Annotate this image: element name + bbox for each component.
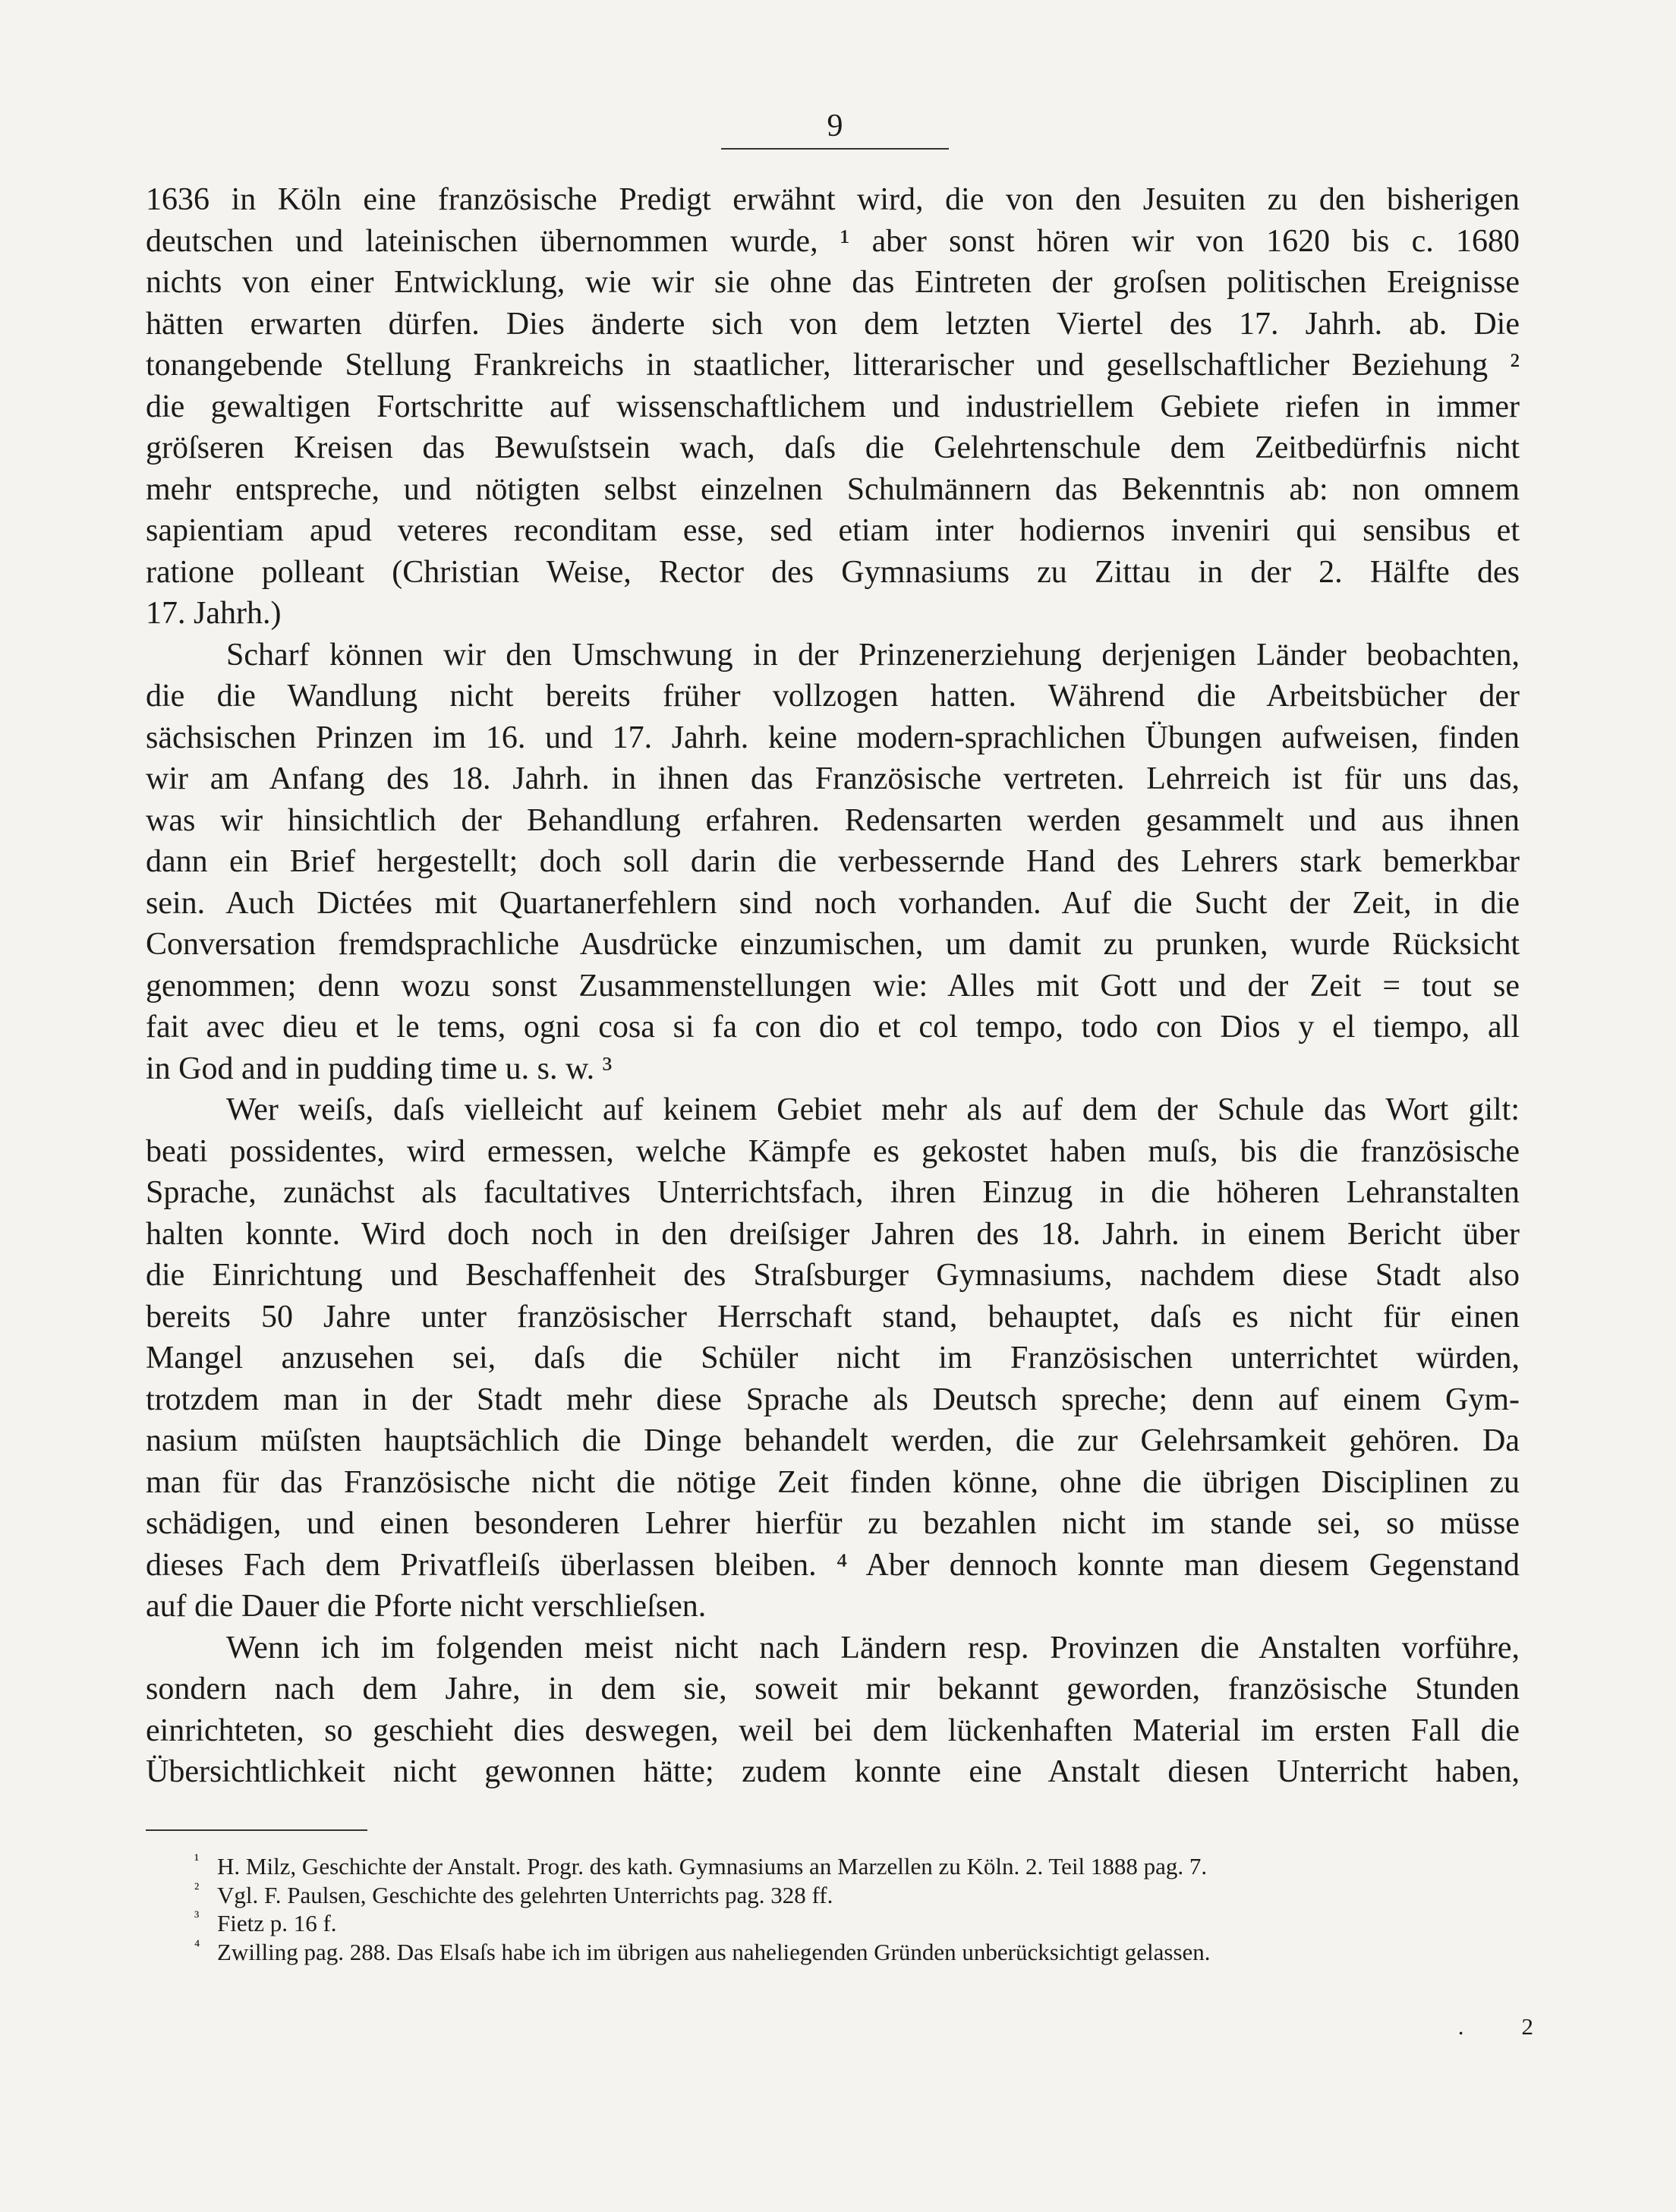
page-number: 9 [827,109,843,143]
text-line: die Einrichtung und Beschaffenheit des Straſsburger Gymnasiums, nachdem diese Stadt also [146,1258,1520,1293]
text-line: dann ein Brief hergestellt; doch soll darin die verbessernde Hand des Lehrers stark bemerkbar [146,844,1520,879]
signature-mark: 2 [1521,2013,1533,2040]
text-line: Wenn ich im folgenden meist nicht nach Ländern resp. Provinzen die Anstalten vorführe, [226,1630,1520,1665]
sheet-signature [1336,2012,1533,2042]
footnote-mark: ⁴ [194,1936,200,1955]
text-line: hätten erwarten dürfen. Dies änderte sich von dem letzten Viertel des 17. Jahrh. ab. Die [146,306,1520,342]
text-line: in God and in pudding time u. s. w. ³ [146,1051,613,1086]
footnote [194,1936,1523,1967]
text-line: sächsischen Prinzen im 16. und 17. Jahrh. keine modern-sprachlichen Übungen aufweisen, finden [146,720,1520,755]
text-line: Sprache, zunächst als facultatives Unterrichtsfach, ihren Einzug in die höheren Lehranstalten [146,1175,1520,1210]
footnote-mark: ¹ [194,1851,200,1869]
text-line: mehr entspreche, und nötigten selbst einzelnen Schulmännern das Bekenntnis ab: non omnem [146,471,1520,507]
text-line: die gewaltigen Fortschritte auf wissenschaftlichem und industriellem Gebiete riefen in immer [146,389,1520,424]
text-line: beati possidentes, wird ermessen, welche Kämpfe es gekostet haben muſs, bis die französische [146,1133,1520,1169]
text-line: tonangebende Stellung Frankreichs in staatlicher, litterarischer und gesellschaftlicher Beziehung ² [146,348,1520,383]
text-line: man für das Französische nicht die nötige Zeit finden könne, ohne die übrigen Disciplinen zu [146,1464,1520,1500]
text-line: wir am Anfang des 18. Jahrh. in ihnen das Französische vertreten. Lehrreich ist für uns das, [146,761,1520,796]
text-line: nichts von einer Entwicklung, wie wir sie ohne das Eintreten der groſsen politischen Ereignisse [146,265,1520,300]
signature-dot: . [1457,2013,1464,2040]
text-line: sapientiam apud veteres reconditam esse, sed etiam inter hodiernos inveniri qui sensibus et [146,513,1520,548]
footnotes [194,1851,1523,1966]
text-line: genommen; denn wozu sonst Zusammenstellungen wie: Alles mit Gott und der Zeit = tout se [146,968,1520,1004]
text-line: einrichteten, so geschieht dies deswegen, weil bei dem lückenhaften Material im ersten Fall die [146,1713,1520,1748]
footnote-text: Fietz p. 16 f. [217,1910,337,1936]
text-line: ratione polleant (Christian Weise, Rector des Gymnasiums zu Zittau in der 2. Hälfte des [146,554,1520,590]
footnote [194,1851,1523,1881]
footnote-mark: ² [194,1879,200,1898]
footnote-text: Zwilling pag. 288. Das Elsaſs habe ich im übrigen aus naheliegenden Gründen unberücksichtigt gelassen. [217,1938,1211,1965]
text-line: schädigen, und einen besonderen Lehrer hierfür zu bezahlen nicht im stande sei, so müsse [146,1506,1520,1541]
text-line: sein. Auch Dictées mit Quartanerfehlern sind noch vorhanden. Auf die Sucht der Zeit, in die [146,885,1520,921]
text-line: halten konnte. Wird doch noch in den dreiſsiger Jahren des 18. Jahrh. in einem Bericht über [146,1216,1520,1252]
header-rule [721,148,949,150]
text-line: die die Wandlung nicht bereits früher vollzogen hatten. Während die Arbeitsbücher der [146,679,1520,714]
text-line: 1636 in Köln eine französische Predigt erwähnt wird, die von den Jesuiten zu den bisherigen [146,182,1520,217]
text-line: fait avec dieu et le tems, ogni cosa si fa con dio et col tempo, todo con Dios y el tiempo, all [146,1010,1520,1045]
footnote-text: H. Milz, Geschichte der Anstalt. Progr. des kath. Gymnasiums an Marzellen zu Köln. 2. Teil 1888 pag. 7. [217,1853,1208,1880]
footnote-text: Vgl. F. Paulsen, Geschichte des gelehrten Unterrichts pag. 328 ff. [217,1881,833,1908]
text-line: nasium müſsten hauptsächlich die Dinge behandelt werden, die zur Gelehrsamkeit gehören. Da [146,1423,1520,1458]
text-line: deutschen und lateinischen übernommen wurde, ¹ aber sonst hören wir von 1620 bis c. 1680 [146,223,1520,259]
footnote-mark: ³ [194,1908,200,1926]
text-line: trotzdem man in der Stadt mehr diese Sprache als Deutsch spreche; denn auf einem Gym- [146,1382,1520,1417]
text-line: Wer weiſs, daſs vielleicht auf keinem Gebiet mehr als auf dem der Schule das Wort gilt: [226,1092,1520,1127]
text-line: Conversation fremdsprachliche Ausdrücke einzumischen, um damit zu prunken, wurde Rücksicht [146,927,1520,962]
text-line: gröſseren Kreisen das Bewuſstsein wach, daſs die Gelehrtenschule dem Zeitbedürfnis nicht [146,430,1520,465]
footnote-rule [146,1829,367,1831]
text-line: dieses Fach dem Privatfleiſs überlassen bleiben. ⁴ Aber dennoch konnte man diesem Gegenstand [146,1547,1520,1583]
body-text [146,179,1520,1793]
footnote [194,1879,1523,1910]
text-line: Scharf können wir den Umschwung in der Prinzenerziehung derjenigen Länder beobachten, [226,637,1520,673]
text-line: 17. Jahrh.) [146,596,282,631]
text-line: Mangel anzusehen sei, daſs die Schüler nicht im Französischen unterrichtet würden, [146,1341,1520,1375]
text-line: Übersichtlichkeit nicht gewonnen hätte; zudem konnte eine Anstalt diesen Unterricht haben, [146,1754,1520,1789]
text-line: auf die Dauer die Pforte nicht verschlieſsen. [146,1589,707,1624]
text-line: sondern nach dem Jahre, in dem sie, soweit mir bekannt geworden, französische Stunden [146,1672,1520,1706]
text-line: was wir hinsichtlich der Behandlung erfahren. Redensarten werden gesammelt und aus ihnen [146,802,1520,838]
footnote [194,1908,1523,1938]
text-line: bereits 50 Jahre unter französischer Herrschaft stand, behauptet, daſs es nicht für einen [146,1299,1520,1334]
